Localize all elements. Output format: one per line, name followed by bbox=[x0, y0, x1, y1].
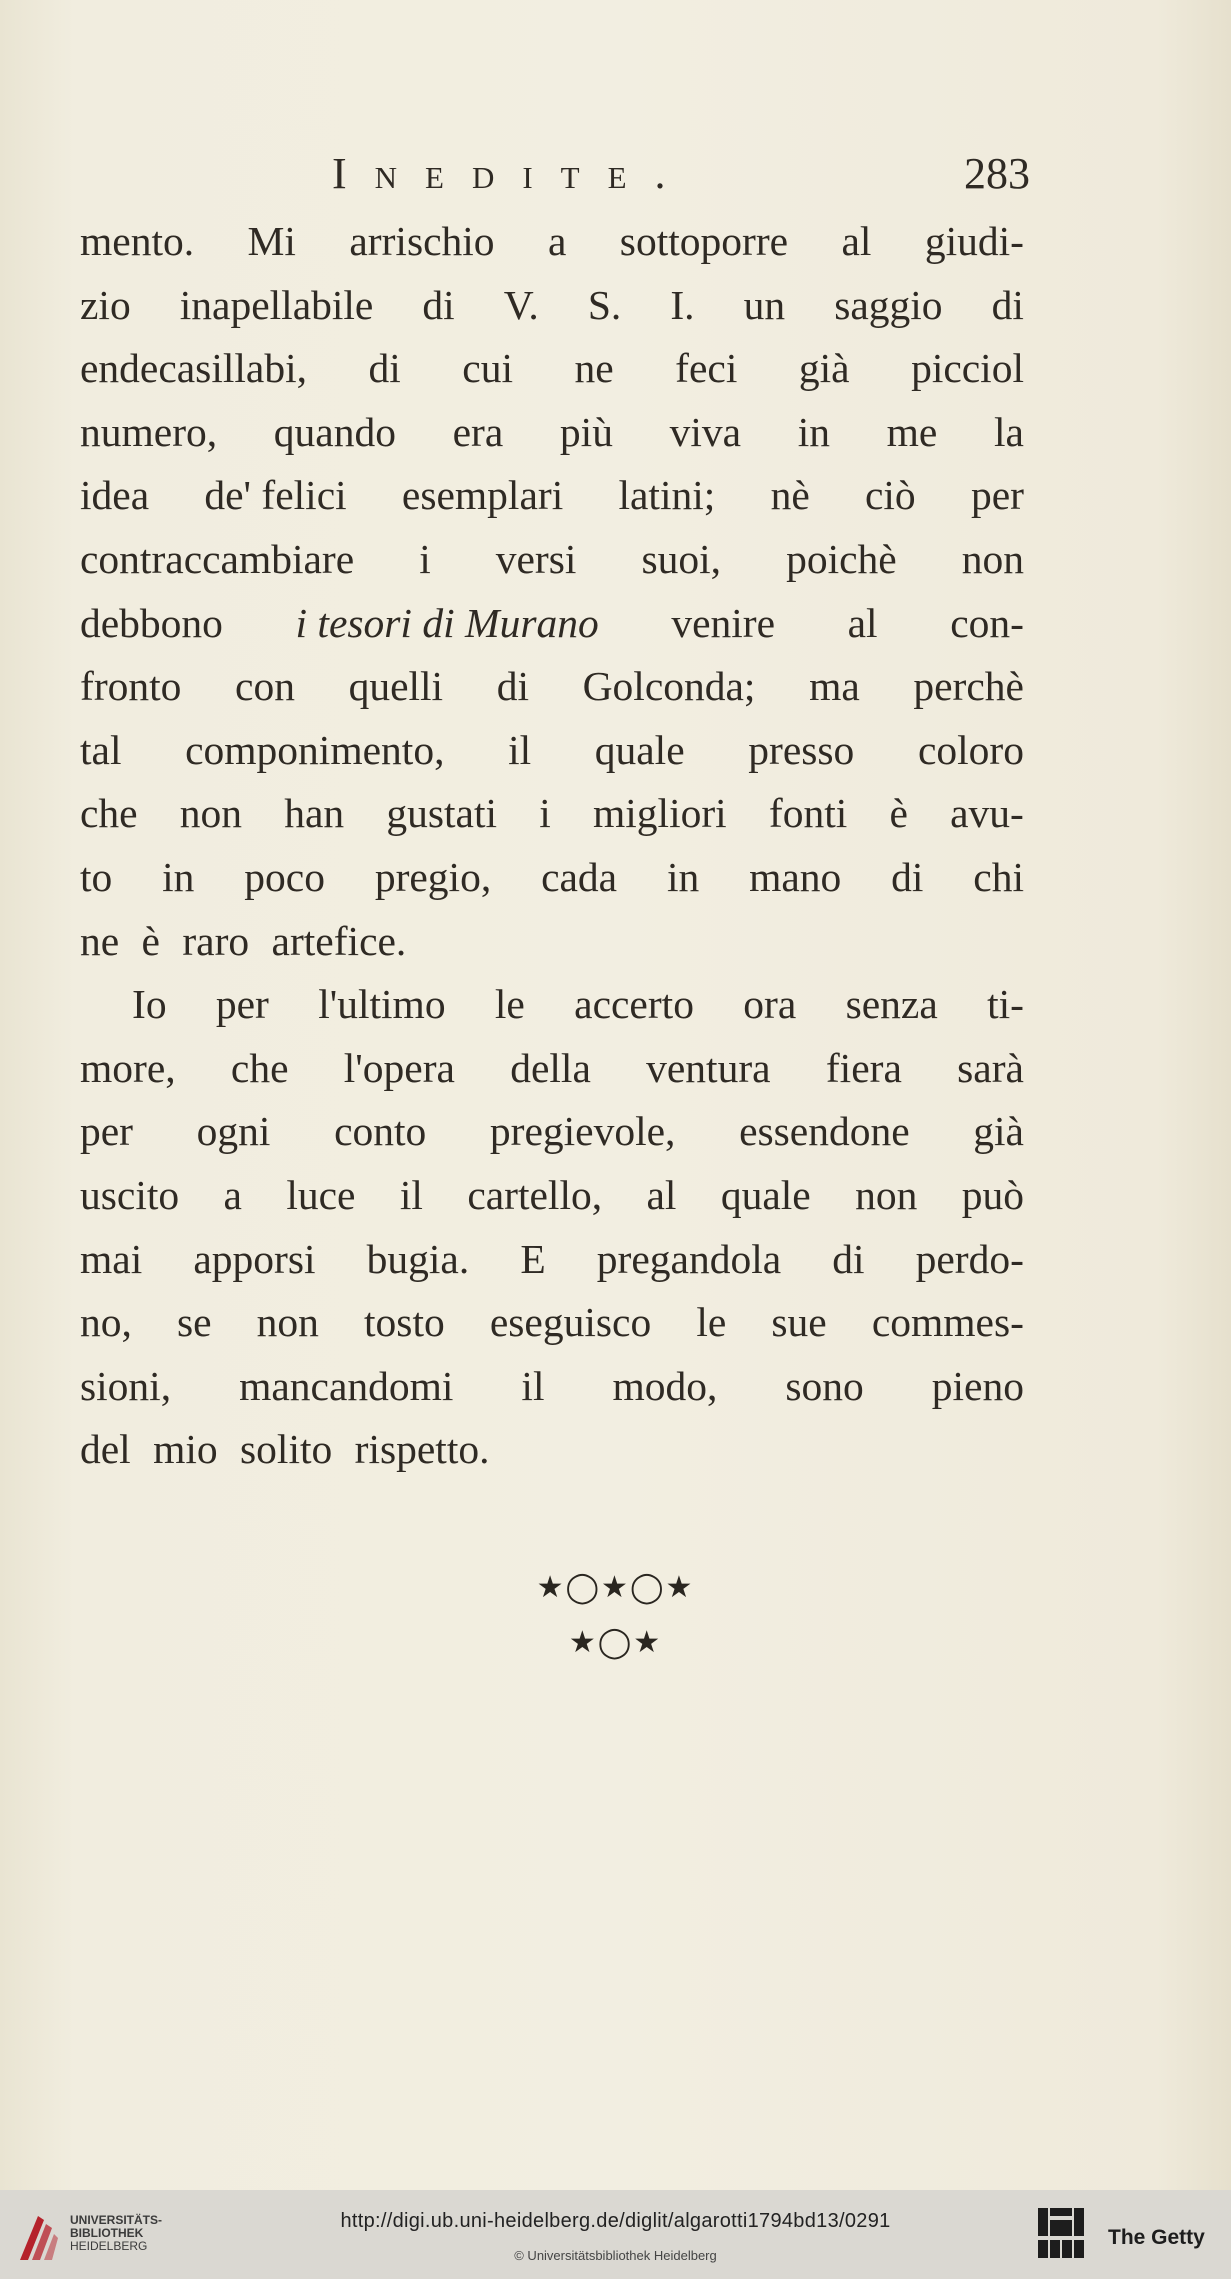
text-line bbox=[80, 337, 1024, 401]
word: more, bbox=[80, 1044, 176, 1091]
partner-name: The Getty bbox=[1108, 2226, 1205, 2249]
word: Mi bbox=[247, 218, 296, 264]
word: perdo- bbox=[915, 1235, 1024, 1282]
word: mento. bbox=[80, 218, 195, 264]
word: debbono bbox=[80, 599, 223, 646]
word: sarà bbox=[957, 1044, 1024, 1091]
permalink-url[interactable]: http://digi.ub.uni-heidelberg.de/diglit/algarotti1794bd13/0291 bbox=[340, 2210, 891, 2232]
word: avu- bbox=[950, 790, 1024, 837]
word: conto bbox=[334, 1108, 427, 1155]
word: ne è raro artefice. bbox=[80, 917, 407, 964]
word: tosto bbox=[364, 1299, 445, 1346]
text-line bbox=[80, 210, 1024, 274]
library-name-line1: UNIVERSITÄTS- bbox=[70, 2213, 163, 2227]
word: a bbox=[547, 218, 567, 264]
word: di bbox=[991, 281, 1024, 328]
word: perchè bbox=[913, 663, 1024, 710]
ornament-row-1: ★◯★◯★ bbox=[536, 1571, 695, 1604]
body-text bbox=[80, 210, 1024, 1482]
word: già bbox=[973, 1108, 1024, 1155]
word: picciol bbox=[911, 345, 1024, 392]
word: di bbox=[832, 1235, 865, 1282]
word: Golconda; bbox=[582, 663, 756, 710]
word: per bbox=[80, 1108, 133, 1155]
word: della bbox=[510, 1044, 591, 1091]
word: con bbox=[235, 663, 295, 710]
word: se bbox=[176, 1299, 212, 1346]
word: ciò bbox=[864, 472, 916, 519]
word: cartello, bbox=[467, 1171, 603, 1218]
word: è bbox=[889, 790, 908, 837]
word: de' felici bbox=[204, 472, 347, 519]
word: numero, bbox=[80, 408, 218, 455]
word: migliori bbox=[592, 790, 727, 837]
text-line bbox=[80, 910, 1024, 974]
text-line bbox=[80, 464, 1024, 528]
word: feci bbox=[675, 345, 738, 392]
page-header bbox=[80, 148, 1030, 208]
word: idea bbox=[80, 472, 150, 519]
word: può bbox=[961, 1171, 1024, 1218]
word: i bbox=[419, 535, 431, 582]
word: essendone bbox=[739, 1108, 910, 1155]
library-name-line2: BIBLIOTHEK bbox=[70, 2226, 144, 2240]
word: la bbox=[993, 408, 1024, 455]
word: di bbox=[368, 345, 401, 392]
word: Io bbox=[132, 981, 167, 1028]
word: il bbox=[508, 726, 532, 773]
word: giudi- bbox=[924, 218, 1024, 264]
word: senza bbox=[845, 981, 938, 1028]
word: pieno bbox=[931, 1362, 1024, 1409]
word: latini; bbox=[618, 472, 716, 519]
word: coloro bbox=[917, 726, 1024, 773]
word: al bbox=[841, 218, 872, 264]
word: ogni bbox=[196, 1108, 271, 1155]
word: ne bbox=[574, 345, 614, 392]
text-line bbox=[80, 1100, 1024, 1164]
word: le bbox=[696, 1299, 727, 1346]
text-line bbox=[80, 782, 1024, 846]
library-name-line3: HEIDELBERG bbox=[70, 2239, 148, 2253]
word: ti- bbox=[987, 981, 1024, 1028]
word: il bbox=[521, 1362, 545, 1409]
word: ventura bbox=[646, 1044, 771, 1091]
word: chi bbox=[973, 853, 1024, 900]
word: poichè bbox=[786, 535, 897, 582]
word: per bbox=[215, 981, 269, 1028]
text-line bbox=[80, 719, 1024, 783]
word: l'opera bbox=[343, 1044, 455, 1091]
text-line bbox=[80, 655, 1024, 719]
word: in bbox=[666, 853, 700, 900]
word: commes- bbox=[871, 1299, 1024, 1346]
text-line bbox=[80, 592, 1024, 656]
word: gustati bbox=[386, 790, 498, 837]
word: eseguisco bbox=[489, 1299, 652, 1346]
word: il bbox=[399, 1171, 423, 1218]
word: E bbox=[520, 1235, 546, 1282]
word: già bbox=[798, 345, 850, 392]
word: sottoporre bbox=[619, 218, 789, 264]
word: zio bbox=[80, 281, 131, 328]
word: endecasillabi, bbox=[80, 345, 307, 392]
text-line bbox=[80, 528, 1024, 592]
text-line bbox=[80, 1164, 1024, 1228]
viewer-footer bbox=[0, 2190, 1231, 2279]
word: nè bbox=[770, 472, 810, 519]
text-line bbox=[80, 1418, 1024, 1482]
ornament-row-2: ★◯★ bbox=[568, 1626, 663, 1659]
word: pregievole, bbox=[489, 1108, 676, 1155]
page-number: 283 bbox=[964, 149, 1030, 198]
word: sue bbox=[771, 1299, 827, 1346]
word: con- bbox=[950, 599, 1024, 646]
word: che bbox=[80, 790, 138, 837]
word: ma bbox=[809, 663, 860, 710]
word: inapellabile bbox=[179, 281, 374, 328]
word: apporsi bbox=[193, 1235, 316, 1282]
text-line bbox=[80, 973, 1024, 1037]
word: per bbox=[970, 472, 1024, 519]
word: componimento, bbox=[185, 726, 445, 773]
word: esemplari bbox=[401, 472, 564, 519]
word: fiera bbox=[825, 1044, 902, 1091]
word: pregandola bbox=[596, 1235, 782, 1282]
word: han bbox=[284, 790, 345, 837]
word: to bbox=[80, 853, 113, 900]
text-line bbox=[80, 846, 1024, 910]
word: mano bbox=[749, 853, 842, 900]
word: cui bbox=[462, 345, 513, 392]
word: contraccambiare bbox=[80, 535, 355, 582]
word: pregio, bbox=[374, 853, 492, 900]
word: viva bbox=[669, 408, 742, 455]
word: di bbox=[891, 853, 924, 900]
copyright-notice: © Universitätsbibliothek Heidelberg bbox=[514, 2248, 717, 2263]
word: fronto bbox=[80, 663, 182, 710]
word: quelli bbox=[348, 663, 444, 710]
word: arrischio bbox=[349, 218, 495, 264]
word: versi bbox=[495, 535, 577, 582]
word: non bbox=[855, 1171, 918, 1218]
text-line bbox=[80, 1037, 1024, 1101]
text-line bbox=[80, 274, 1024, 338]
word: tal bbox=[80, 726, 122, 773]
word: l'ultimo bbox=[318, 981, 446, 1028]
word: non bbox=[256, 1299, 319, 1346]
word: in bbox=[797, 408, 830, 455]
word: suoi, bbox=[641, 535, 722, 582]
word: quando bbox=[273, 408, 396, 455]
word: di bbox=[496, 663, 529, 710]
word: no, bbox=[80, 1299, 132, 1346]
word: le bbox=[494, 981, 525, 1028]
word: luce bbox=[286, 1171, 356, 1218]
word: sioni, bbox=[80, 1362, 172, 1409]
word: non bbox=[961, 535, 1024, 582]
word: i tesori di Murano bbox=[295, 599, 599, 646]
word: di bbox=[422, 281, 455, 328]
word: venire bbox=[671, 599, 776, 646]
word: al bbox=[646, 1171, 677, 1218]
word: uscito bbox=[80, 1171, 180, 1218]
word: modo, bbox=[612, 1362, 718, 1409]
word: V. bbox=[503, 281, 539, 328]
word: mancandomi bbox=[239, 1362, 454, 1409]
word: non bbox=[179, 790, 243, 837]
word: cada bbox=[541, 853, 618, 900]
word: a bbox=[223, 1171, 242, 1218]
word: bugia. bbox=[366, 1235, 470, 1282]
word: ora bbox=[743, 981, 797, 1028]
word: fonti bbox=[768, 790, 848, 837]
word: del mio solito rispetto. bbox=[80, 1426, 490, 1473]
word: mai bbox=[80, 1235, 143, 1282]
word: quale bbox=[594, 726, 685, 773]
text-line bbox=[80, 1291, 1024, 1355]
word: presso bbox=[748, 726, 855, 773]
word: I. bbox=[670, 281, 695, 328]
word: accerto bbox=[574, 981, 694, 1028]
word: in bbox=[162, 853, 195, 900]
text-line bbox=[80, 1228, 1024, 1292]
word: sono bbox=[785, 1362, 864, 1409]
word: più bbox=[559, 408, 613, 455]
word: saggio bbox=[834, 281, 943, 328]
word: quale bbox=[720, 1171, 811, 1218]
running-head: Inedite. bbox=[332, 149, 694, 198]
word: un bbox=[743, 281, 786, 328]
word: i bbox=[539, 790, 551, 837]
getty-logo-icon bbox=[1036, 2206, 1088, 2262]
word: che bbox=[230, 1044, 289, 1091]
word: S. bbox=[587, 281, 622, 328]
word: me bbox=[886, 408, 938, 455]
text-line bbox=[80, 1355, 1024, 1419]
word: al bbox=[847, 599, 878, 646]
word: era bbox=[452, 408, 504, 455]
text-line bbox=[80, 401, 1024, 465]
word: poco bbox=[244, 853, 325, 900]
